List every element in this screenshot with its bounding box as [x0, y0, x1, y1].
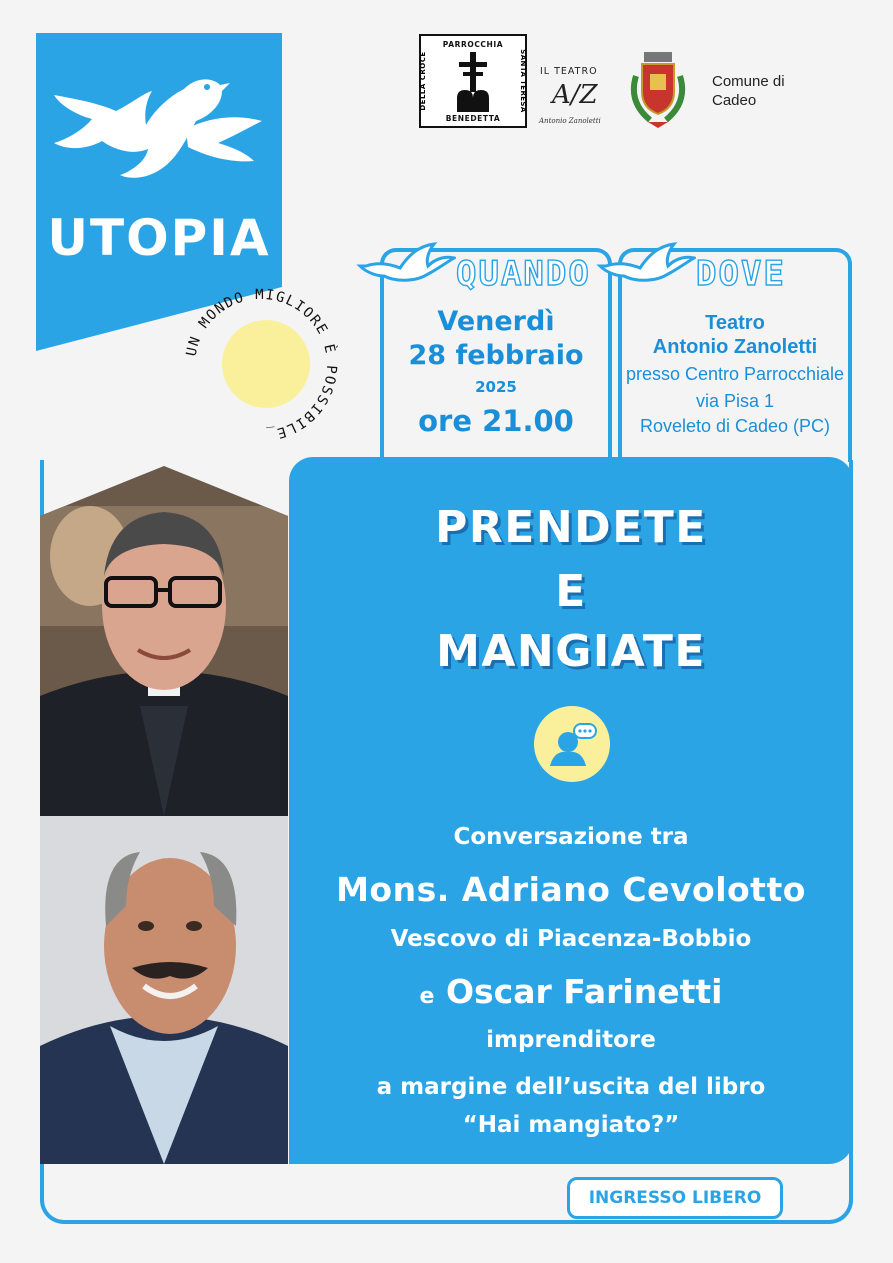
photo-speaker1: [40, 466, 288, 816]
venue-line2: Antonio Zanoletti: [652, 336, 818, 358]
speaker2-line: [289, 972, 853, 1011]
title-line3: MANGIATE: [436, 626, 706, 677]
intro-text: Conversazione tra: [453, 824, 689, 850]
book-intro: a margine dell’uscita del libro: [376, 1074, 766, 1100]
event-year: 2025: [475, 378, 517, 396]
dove-small-icon: [356, 236, 456, 292]
teatro-monogram: A/Z: [552, 80, 598, 110]
comune-line2: Cadeo: [712, 92, 757, 109]
event-day: Venerdì: [437, 306, 555, 337]
comune-line1: Comune di: [712, 73, 785, 90]
conversation-icon: [534, 706, 610, 782]
main-panel: [289, 457, 853, 1164]
speaker2-name: Oscar Farinetti: [445, 972, 723, 1011]
address-line2: via Pisa 1: [695, 391, 775, 411]
speaker1-role: Vescovo di Piacenza-Bobbio: [390, 926, 752, 952]
brand-name: UTOPIA: [47, 209, 271, 267]
event-date: 28 febbraio: [408, 340, 584, 371]
speaker2-role: imprenditore: [486, 1027, 656, 1053]
sun-icon: [222, 320, 310, 408]
address-line1: presso Centro Parrocchiale: [625, 364, 845, 384]
parrocchia-logo: [419, 34, 527, 128]
tagline-badge: [178, 282, 344, 448]
photo-speaker2: [40, 816, 288, 1164]
conversation-badge: [534, 706, 610, 782]
address-line3: Roveleto di Cadeo (PC): [639, 416, 831, 436]
parrocchia-bottom-text: BENEDETTA: [445, 114, 501, 123]
venue-line1: Teatro: [705, 312, 765, 334]
title-line1: PRENDETE: [435, 502, 707, 553]
ingresso-libero-badge: INGRESSO LIBERO: [567, 1177, 783, 1219]
quando-title: QUANDO: [456, 254, 591, 294]
parrocchia-right-text: SANTA TERESA: [519, 49, 527, 113]
comune-name: [712, 72, 832, 110]
event-time: ore 21.00: [418, 404, 574, 438]
book-title: “Hai mangiato?”: [462, 1112, 680, 1138]
tagline-text: UN MONDO MIGLIORE È POSSIBILE_: [183, 286, 340, 443]
comune-crest: [626, 46, 690, 130]
parrocchia-top-text: PARROCCHIA: [442, 40, 504, 49]
crest-icon: [626, 46, 690, 130]
teatro-label: IL TEATRO: [540, 66, 598, 77]
parrocchia-left-text: DELLA CROCE: [419, 51, 427, 111]
title-line2: E: [555, 566, 587, 617]
dove-small-icon-2: [596, 236, 696, 292]
teatro-signature: Antonio Zanoletti: [539, 117, 601, 125]
connector-text: e: [419, 984, 435, 1009]
speaker1-name: Mons. Adriano Cevolotto: [336, 870, 806, 909]
dove-title: DOVE: [696, 254, 786, 294]
cross-icon: [453, 50, 493, 112]
